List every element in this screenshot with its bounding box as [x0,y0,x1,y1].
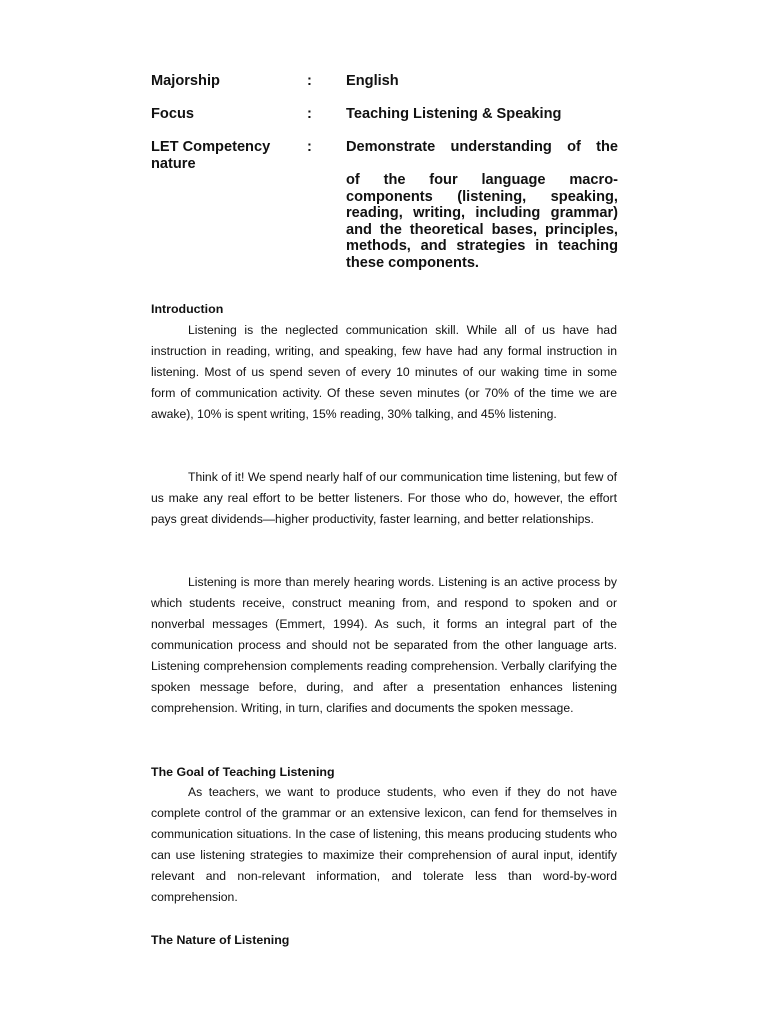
focus-value: Teaching Listening & Speaking [346,106,562,122]
majorship-colon: : [307,73,312,89]
introduction-heading: Introduction [151,302,224,316]
nature-heading: The Nature of Listening [151,933,290,947]
focus-label: Focus [151,106,194,122]
competency-label: LET Competency nature [151,139,271,172]
focus-colon: : [307,106,312,122]
goal-paragraph-1: As teachers, we want to produce students, who even if they do not have complete control of the grammar or an extensive lexicon, can fend for themselves in communication situations. In the case of listening, this means producing students who can use listening strategies to maximize their comprehension of aural input, identify relevant and non-relevant information, and tolerate less than word-by-word comprehension. [151,785,617,904]
introduction-paragraph-1: Listening is the neglected communication skill. While all of us have had instruction in reading, writing, and speaking, few have had any formal instruction in listening. Most of us spend seven of every 10 minutes of our waking time in some form of communication activity. Of these seven minutes (or 70% of the time we are awake), 10% is spent writing, 15% reading, 30% talking, and 45% listening. [151,323,617,421]
goal-heading: The Goal of Teaching Listening [151,765,335,779]
competency-value-rest: of the four language macro-components (listening, speaking, reading, writing, including grammar) and the theoretical bases, principles, methods, and strategies in teaching these components. [346,172,618,271]
competency-value-line1: Demonstrate understanding of the [346,139,618,155]
competency-colon: : [307,139,312,155]
introduction-paragraph-2: Think of it! We spend nearly half of our communication time listening, but few of us make any real effort to be better listeners. For those who do, however, the effort pays great dividends—higher productivity, faster learning, and better relationships. [151,470,617,526]
majorship-label: Majorship [151,73,220,89]
introduction-paragraph-3: Listening is more than merely hearing words. Listening is an active process by which students receive, construct meaning from, and respond to spoken and or nonverbal messages (Emmert, 1994). As such, it forms an integral part of the communication process and should not be separated from the other language arts. Listening comprehension complements reading comprehension. Verbally clarifying the spoken message before, during, and after a presentation enhances listening comprehension. Writing, in turn, clarifies and documents the spoken message. [151,575,617,715]
majorship-value: English [346,73,399,89]
